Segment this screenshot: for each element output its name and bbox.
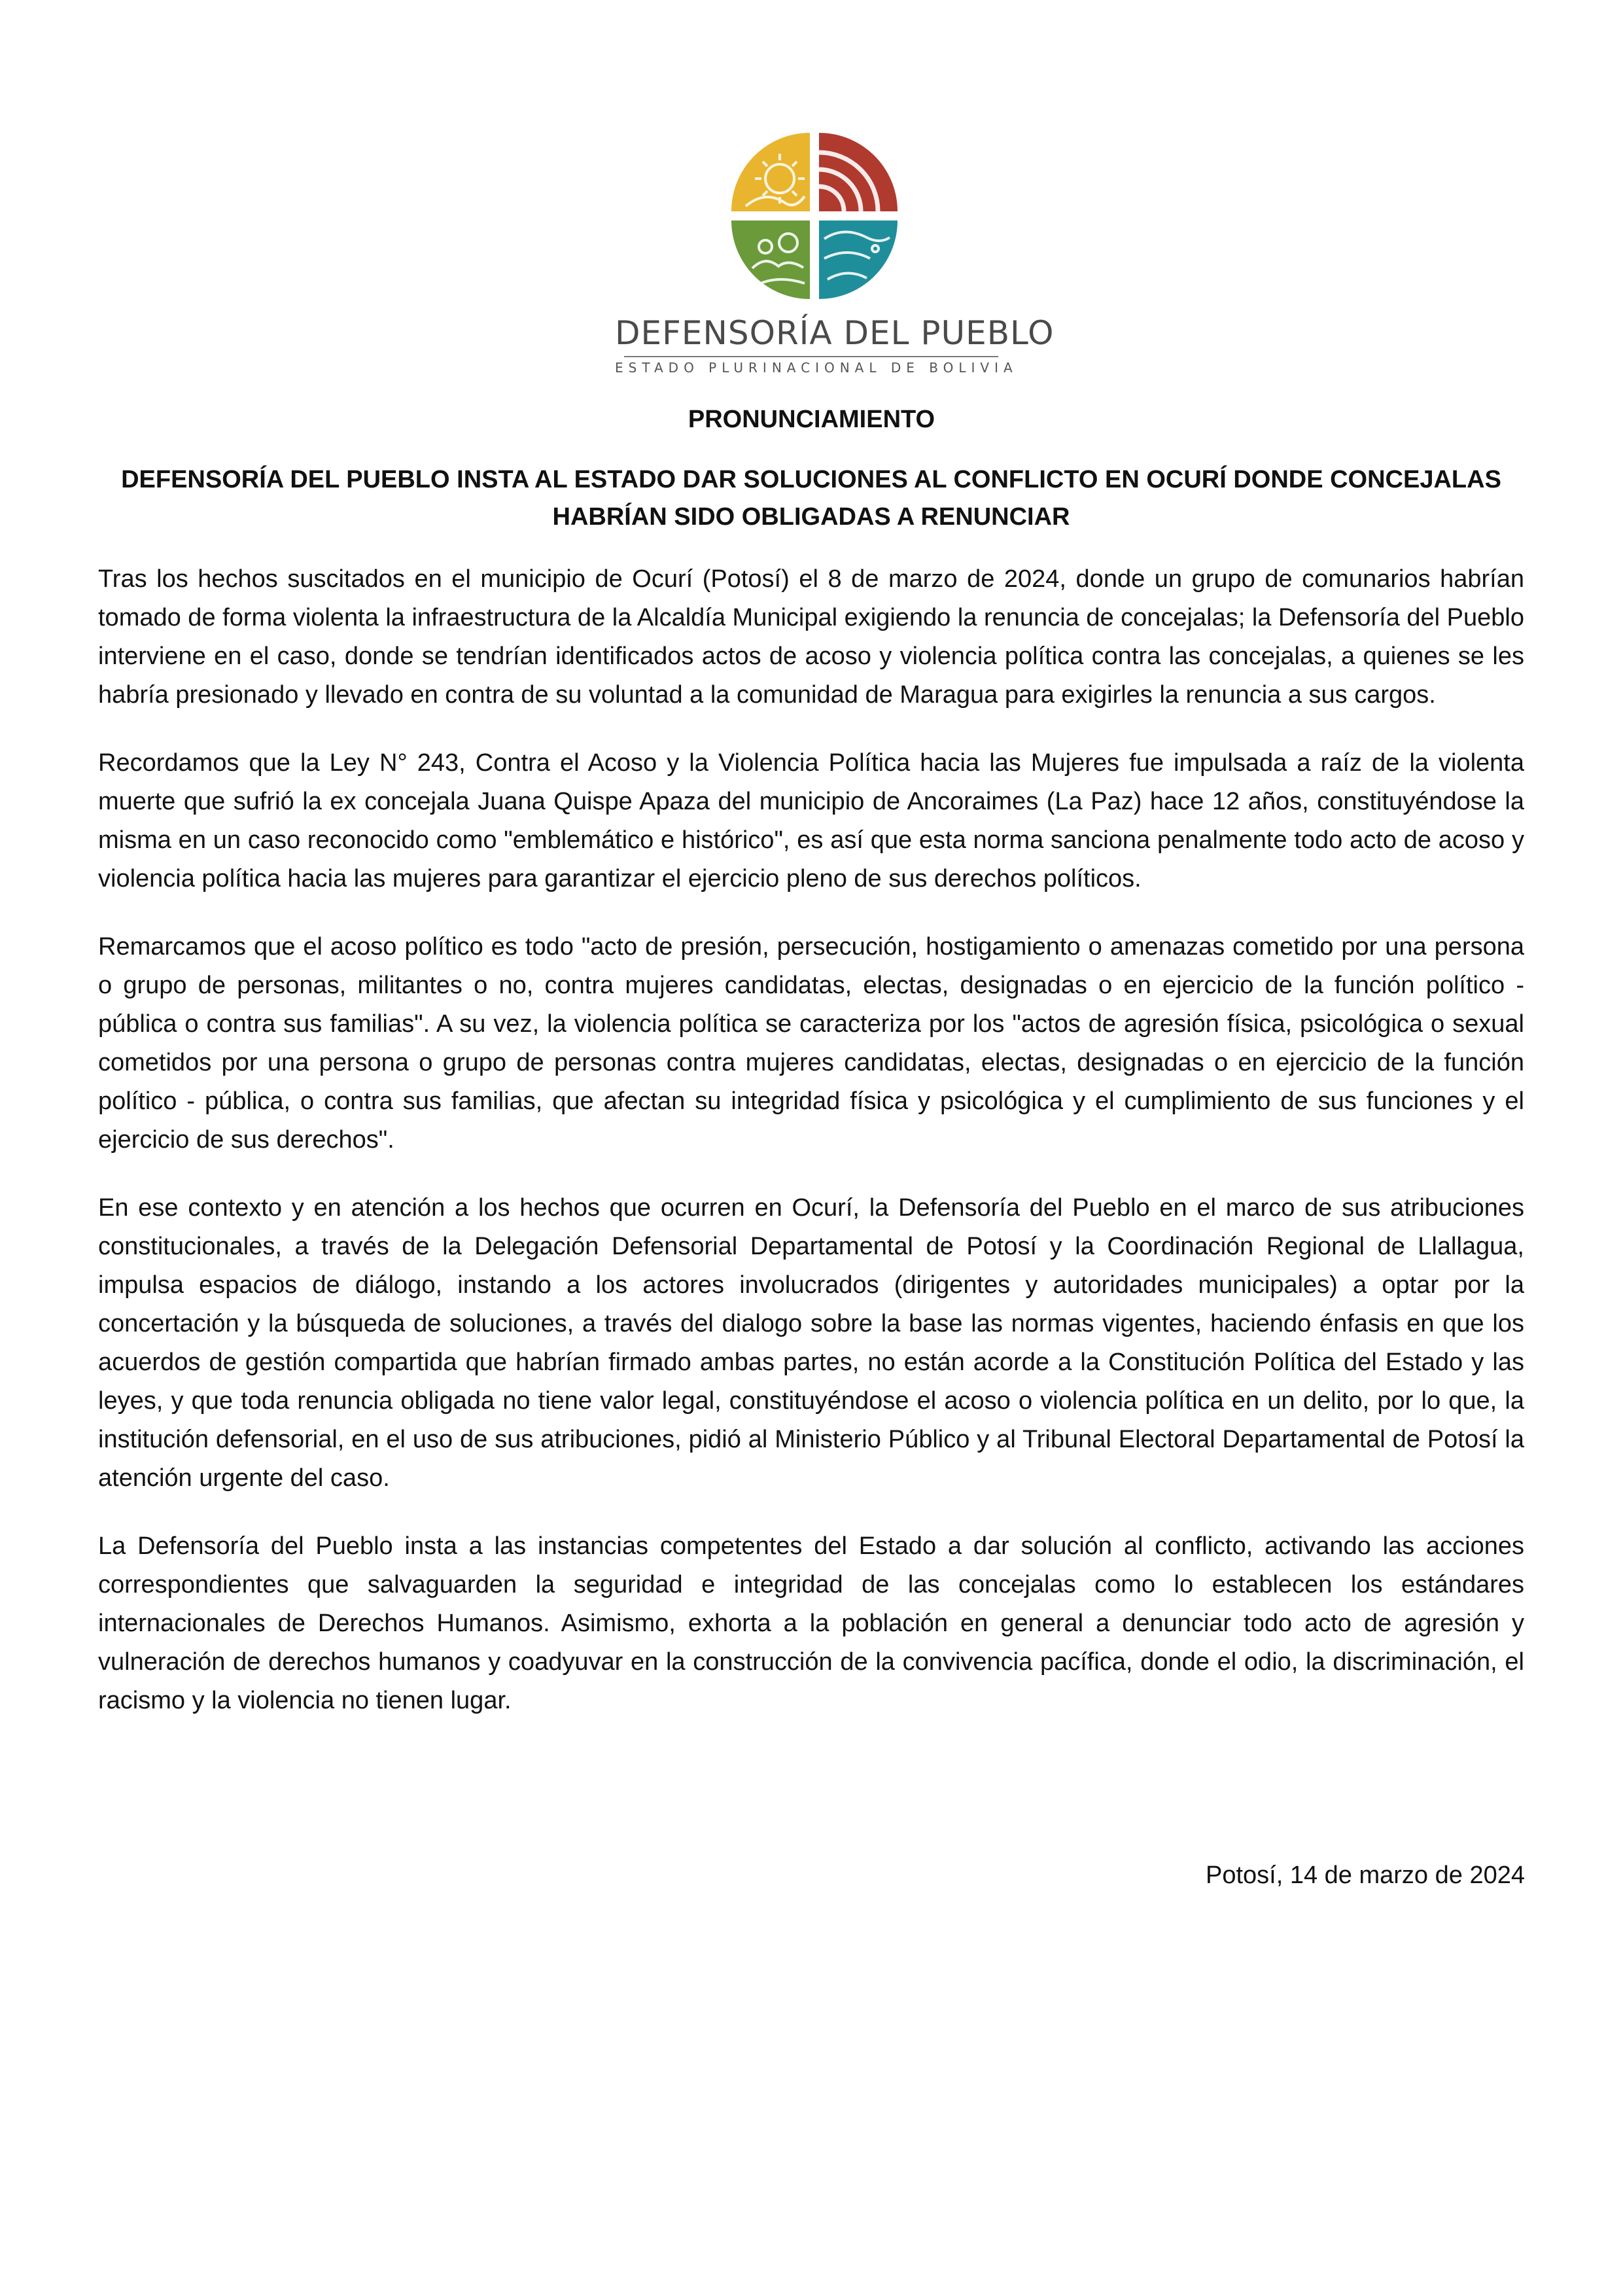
emblem-water-quadrant [819,221,898,299]
emblem-figures-quadrant [731,221,810,299]
emblem-sun-quadrant [731,133,810,211]
place-date: Potosí, 14 de marzo de 2024 [1206,1862,1525,1889]
body-paragraph: Remarcamos que el acoso político es todo "acto de presión, persecución, hostigamiento o amenazas cometido por una persona o grupo de personas, militantes o no, contra mujeres candidatas, electas, designadas o en ejercicio de la función político - pública o contra sus familias". A su vez, la violencia política se caracteriza por los "actos de agresión física, psicológica o sexual cometidos por una persona o grupo de personas contra mujeres candidatas, electas, designadas o en ejercicio de la función político - pública, o contra sus familias, que afectan su integridad física y psicológica y el cumplimiento de sus funciones y el ejercicio de sus derechos". [98,933,1524,1154]
defensoria-emblem-icon [726,128,903,304]
body-paragraph: Tras los hechos suscitados en el municipio de Ocurí (Potosí) el 8 de marzo de 2024, donde un grupo de comunarios habrían tomado de forma violenta la infraestructura de la Alcaldía Municipal exigiendo la renuncia de concejalas; la Defensoría del Pueblo interviene en el caso, donde se tendrían identificados actos de acoso y violencia política contra las concejalas, a quienes se les habría presionado y llevado en contra de su voluntad a la comunidad de Maragua para exigirles la renuncia a sus cargos. [98,565,1524,709]
org-name: DEFENSORÍA DEL PUEBLO [615,314,1055,352]
body-paragraph: En ese contexto y en atención a los hechos que ocurren en Ocurí, la Defensoría del Pueblo en el marco de sus atribuciones constitucionales, a través de la Delegación Defensorial Departamental de Potosí y la Coordinación Regional de Llallagua, impulsa espacios de diálogo, instando a los actores involucrados (dirigentes y autoridades municipales) a optar por la concertación y la búsqueda de soluciones, a través del dialogo sobre la base las normas vigentes, haciendo énfasis en que los acuerdos de gestión compartida que habrían firmado ambas partes, no están acorde a la Constitución Política del Estado y las leyes, y que toda renuncia obligada no tiene valor legal, constituyéndose el acoso o violencia política en un delito, por lo que, la institución defensorial, en el uso de sus atribuciones, pidió al Ministerio Público y al Tribunal Electoral Departamental de Potosí la atención urgente del caso. [98,1194,1524,1492]
document-body [98,560,1524,1750]
document-type: PRONUNCIAMIENTO [688,406,935,433]
body-paragraph: La Defensoría del Pueblo insta a las instancias competentes del Estado a dar solución al conflicto, activando las acciones correspondientes que salvaguarden la seguridad e integridad de las concejalas como lo establecen los estándares internacionales de Derechos Humanos. Asimismo, exhorta a la población en general a denunciar todo acto de agresión y vulneración de derechos humanos y coadyuvar en la construcción de la convivencia pacífica, donde el odio, la discriminación, el racismo y la violencia no tienen lugar. [98,1532,1524,1714]
body-paragraph: Recordamos que la Ley N° 243, Contra el Acoso y la Violencia Política hacia las Mujeres fue impulsada a raíz de la violenta muerte que sufrió la ex concejala Juana Quispe Apaza del municipio de Ancoraimes (La Paz) hace 12 años, constituyéndose la misma en un caso reconocido como "emblemático e histórico", es así que esta norma sanciona penalmente todo acto de acoso y violencia política hacia las mujeres para garantizar el ejercicio pleno de sus derechos políticos. [98,749,1524,892]
logo-divider [624,356,998,357]
institution-logo [615,128,1055,386]
org-subtitle: ESTADO PLURINACIONAL DE BOLIVIA [615,360,1018,376]
document-headline: DEFENSORÍA DEL PUEBLO INSTA AL ESTADO DAR SOLUCIONES AL CONFLICTO EN OCURÍ DONDE CONCEJALAS HABRÍAN SIDO OBLIGADAS A RENUNCIAR [121,466,1501,531]
